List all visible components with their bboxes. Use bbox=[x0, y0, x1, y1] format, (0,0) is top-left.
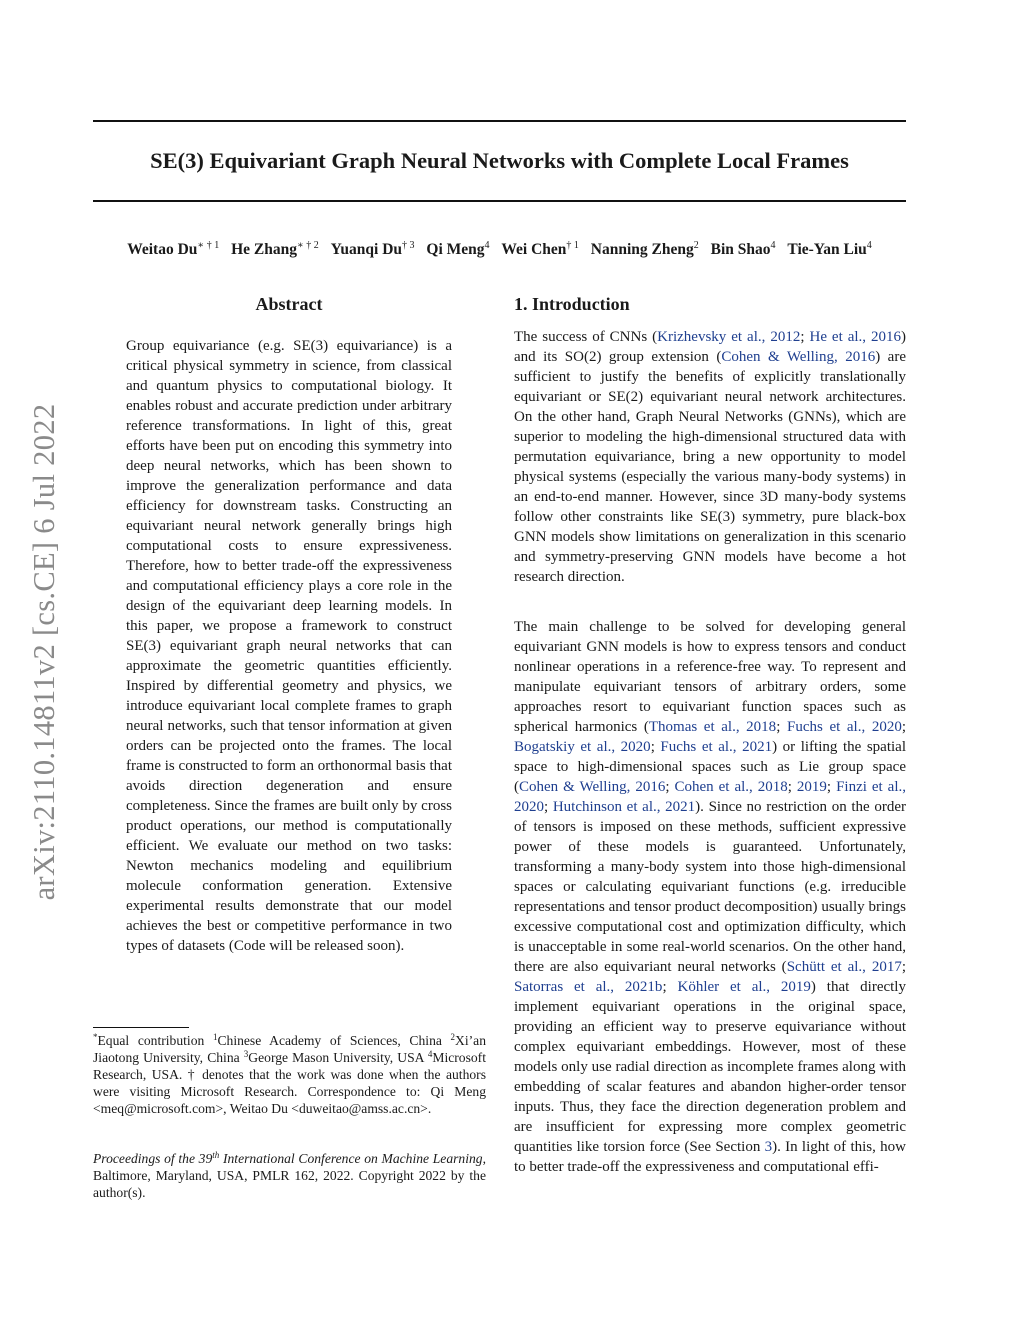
title-bottom-rule bbox=[93, 200, 906, 202]
citation-link[interactable]: Bogatskiy et al., 2020 bbox=[514, 739, 651, 755]
author: He Zhang$^{∗ \dagger 2}$ bbox=[231, 240, 319, 258]
author: Bin Shao$^4$ bbox=[710, 240, 776, 258]
footnote-rule bbox=[93, 1027, 189, 1028]
citation-link[interactable]: Krizhevsky et al., 2012 bbox=[657, 329, 801, 345]
introduction-heading: 1. Introduction bbox=[514, 294, 630, 314]
proceedings-note: Proceedings of the 39th International Conference on Machine Learning, Baltimore, Maryland, USA, PMLR 162, 2022. Copyright 2022 by the author(s). bbox=[93, 1150, 486, 1200]
citation-link[interactable]: Hutchinson et al., 2021 bbox=[552, 799, 696, 815]
paper-title: SE(3) Equivariant Graph Neural Networks with Complete Local Frames bbox=[150, 148, 849, 173]
citation-link[interactable]: Cohen et al., 2018 bbox=[674, 779, 788, 795]
arxiv-id: arXiv:2110.14811v2 [cs.CE] 6 Jul 2022 bbox=[27, 403, 61, 901]
title-top-rule bbox=[93, 120, 906, 122]
citation-link[interactable]: Fuchs et al., 2020 bbox=[786, 719, 902, 735]
citation-link[interactable]: Schütt et al., 2017 bbox=[786, 959, 902, 975]
abstract-heading: Abstract bbox=[255, 294, 323, 314]
author: Tie-Yan Liu$^4$ bbox=[787, 240, 872, 258]
introduction-paragraph: The main challenge to be solved for developing general equivariant GNN models is how to express tensors and conduct nonlinear operations in a reference-free way. To represent and manipulate equivariant tensors of arbitrary orders, some approaches resort to equivariant function spaces such as spherical harmonics (Thomas et al., 2018; Fuchs et al., 2020; Bogatskiy et al., 2020; Fuchs et al., 2021) or lifting the spatial space to high-dimensional spaces such as Lie group space (Cohen & Welling, 2016; Cohen et al., 2018; 2019; Finzi et al., 2020; Hutchinson et al., 2021). Since no restriction on the order of tensors is imposed on these methods, sufficient expressive power of these models is guaranteed. Unfortunately, transforming a many-body system into those high-dimensional spaces or calculating equivariant functions (e.g. irreducible representations and tensor product decomposition) usually brings excessive computational cost and optimization difficulty, which is unacceptable in some real-world scenarios. On the other hand, there are also equivariant neural networks (Schütt et al., 2017; Satorras et al., 2021b; Köhler et al., 2019) that directly implement equivariant operations in the original space, providing an efficient way to preserve equivariance without complex equivariant embeddings. However, most of these models only use radial direction as incomplete frames along with embedding of scalar features and abandon higher-order tensor inputs. Thus, they face the direction degeneration problem and are insufficient for expressing more complex geometric quantities like torsion force (See Section 3). In light of this, how to better trade-off the expressiveness and computational effi- bbox=[514, 619, 907, 1175]
author: Qi Meng$^4$ bbox=[426, 240, 490, 258]
section-link[interactable]: 3 bbox=[764, 1139, 773, 1155]
citation-link[interactable]: 2019 bbox=[796, 779, 827, 795]
author: Nanning Zheng$^2$ bbox=[590, 240, 699, 258]
citation-link[interactable]: Satorras et al., 2021b bbox=[514, 979, 663, 995]
author: Weitao $Du^{∗ \dagger 1}$ bbox=[127, 240, 220, 258]
author: Yuanqi Du$^{\dagger 3}$ bbox=[330, 240, 415, 258]
author-list bbox=[93, 235, 906, 261]
footnote: *Equal contribution $^1$Chinese Academy of Sciences, China $^2$Xi’an Jiaotong University, China $^3$George Mason University, USA $^4$Microsoft Research, USA. † denotes that the work was done when the authors were visiting Microsoft Research. Correspondence to: Qi Meng <meq@microsoft.com>, Weitao Du <duweitao@amss.ac.cn>. bbox=[93, 1032, 486, 1116]
citation-link[interactable]: Köhler et al., 2019 bbox=[677, 979, 811, 995]
arxiv-stamp bbox=[22, 378, 62, 926]
citation-link[interactable]: Cohen & Welling, 2016 bbox=[519, 779, 666, 795]
citation-link[interactable]: Cohen & Welling, 2016 bbox=[721, 349, 876, 365]
citation-link[interactable]: He et al., 2016 bbox=[809, 329, 902, 345]
citation-link[interactable]: Finzi et al., 2020 bbox=[514, 779, 907, 815]
citation-link[interactable]: Fuchs et al., 2021 bbox=[660, 739, 773, 755]
citation-link[interactable]: Thomas et al., 2018 bbox=[648, 719, 777, 735]
abstract-text: Group equivariance (e.g. SE(3) equivariance) is a critical physical symmetry in science, from classical and quantum physics to computational biology. It enables robust and accurate prediction under arbitrary reference transformations. In light of this, great efforts have been put on encoding this symmetry into deep neural networks, which has been shown to improve the generalization performance and data efficiency for downstream tasks. Constructing an equivariant neural network generally brings high computational costs to ensure expressiveness. Therefore, how to better trade-off the expressiveness and computational efficiency plays a core role in the design of the equivariant deep learning models. In this paper, we propose a framework to construct SE(3) equivariant graph neural networks that can approximate the geometric quantities efficiently. Inspired by differential geometry and physics, we introduce equivariant local complete frames to graph neural networks, such that tensor information at given orders can be projected onto the frames. The local frame is constructed to form an orthonormal basis that avoids direction degeneration and ensure completeness. Since the frames are built only by cross product operations, our method is computationally efficient. We evaluate our method on two tasks: Newton mechanics modeling and equilibrium molecule conformation generation. Extensive experimental results demonstrate that our model achieves the best or competitive performance in two types of datasets (Code will be released soon). bbox=[126, 338, 452, 954]
author: Wei Chen$^{\dagger 1}$ bbox=[501, 240, 579, 258]
introduction-paragraph: The success of CNNs (Krizhevsky et al., 2012; He et al., 2016) and its SO(2) group extension (Cohen & Welling, 2016) are sufficient to justify the benefits of explicitly translationally equivariant or SE(2) equivariant neural network architectures. On the other hand, Graph Neural Networks (GNNs), which are superior to modeling the high-dimensional structured data with permutation equivariance, bring a new opportunity to model physical systems (especially the various many-body systems) in an end-to-end manner. However, since 3D many-body systems follow other constraints like SE(3) symmetry, pure black-box GNN models show limitations on generalization in this scenario and symmetry-preserving GNN models have become a hot research direction. bbox=[514, 329, 907, 585]
